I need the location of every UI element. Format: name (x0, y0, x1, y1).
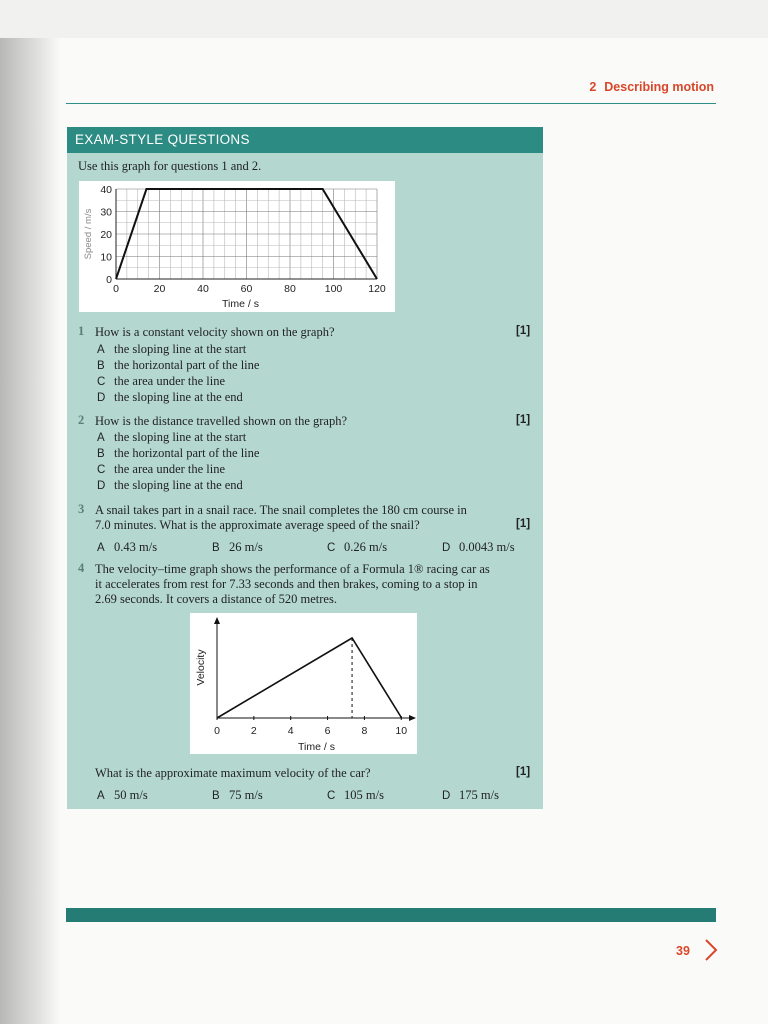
question-2-option-c[interactable] (97, 461, 225, 478)
option-letter: A (97, 542, 105, 554)
x-tick-label: 10 (395, 725, 408, 737)
question-2-option-b[interactable] (97, 445, 259, 462)
question-1-text: How is a constant velocity shown on the graph? (95, 325, 335, 339)
x-tick-label: 100 (324, 283, 343, 295)
option-letter: C (97, 376, 106, 388)
question-4-followup: What is the approximate maximum velocity of the car? (95, 766, 371, 780)
x-axis-label: Time / s (222, 298, 259, 310)
question-3-text-line-1: A snail takes part in a snail race. The snail completes the 180 cm course in (95, 503, 467, 517)
question-2-number: 2 (78, 413, 85, 427)
question-3-number: 3 (78, 502, 85, 516)
speed-time-graph (79, 181, 395, 312)
x-tick-label: 2 (250, 725, 257, 737)
question-2-option-d[interactable] (97, 477, 243, 494)
x-tick-label: 0 (113, 283, 119, 295)
x-tick-label: 0 (214, 725, 220, 737)
x-tick-label: 8 (361, 725, 368, 737)
box-title: EXAM-STYLE QUESTIONS (67, 127, 543, 153)
option-text: 175 m/s (459, 788, 499, 802)
velocity-time-graph (190, 613, 417, 754)
option-text: 50 m/s (114, 788, 148, 802)
option-text: the sloping line at the end (114, 390, 243, 404)
y-axis-label: Velocity (195, 649, 207, 686)
question-4-number: 4 (78, 561, 85, 575)
chapter-header (589, 80, 714, 94)
option-letter: C (327, 542, 336, 554)
option-text: the horizontal part of the line (114, 446, 260, 460)
question-4-option-c[interactable] (327, 787, 384, 804)
question-1-number: 1 (78, 324, 85, 338)
option-letter: C (327, 790, 336, 802)
y-axis-label: Speed / m/s (83, 208, 94, 260)
question-3-option-a[interactable] (97, 539, 157, 556)
question-4-text-line-2: it accelerates from rest for 7.33 seconds and then brakes, coming to a stop in (95, 577, 478, 591)
option-text: 75 m/s (229, 788, 263, 802)
question-4-option-b[interactable] (212, 787, 263, 804)
option-letter: D (97, 480, 106, 492)
question-1-option-a[interactable] (97, 341, 246, 358)
option-text: the area under the line (114, 462, 226, 476)
option-text: 0.26 m/s (344, 540, 388, 554)
chapter-number: 2 (589, 80, 597, 94)
x-tick-label: 40 (197, 283, 209, 295)
x-tick-label: 6 (324, 725, 331, 737)
option-letter: D (442, 542, 451, 554)
question-1-option-b[interactable] (97, 357, 259, 374)
option-text: 105 m/s (344, 788, 384, 802)
next-page-chevron-icon[interactable] (703, 938, 719, 962)
question-4-option-a[interactable] (97, 787, 148, 804)
option-letter: B (212, 790, 220, 802)
x-axis-label: Time / s (298, 741, 335, 753)
page-top-margin (0, 0, 768, 38)
y-tick-label: 10 (100, 251, 112, 264)
question-4-text-line-1: The velocity–time graph shows the performance of a Formula 1® racing car as (95, 562, 490, 576)
x-tick-label: 120 (368, 283, 386, 295)
option-text: the sloping line at the end (114, 478, 243, 492)
option-text: 0.43 m/s (114, 540, 158, 554)
question-2-marks: [1] (516, 414, 531, 426)
option-text: the area under the line (114, 374, 226, 388)
option-letter: D (97, 392, 106, 404)
y-tick-label: 30 (100, 206, 112, 219)
y-tick-label: 40 (100, 184, 112, 196)
question-3-option-b[interactable] (212, 539, 263, 556)
question-4-text-line-3: 2.69 seconds. It covers a distance of 520 metres. (95, 592, 337, 606)
header-rule (66, 103, 716, 104)
question-3-marks: [1] (516, 518, 531, 530)
book-spine-shadow (0, 38, 60, 1024)
option-text: 26 m/s (229, 540, 263, 554)
question-1-option-d[interactable] (97, 389, 243, 406)
y-tick-label: 0 (106, 274, 112, 286)
x-tick-label: 80 (284, 283, 296, 295)
option-letter: B (97, 448, 105, 460)
y-axis-arrowhead (214, 617, 220, 624)
option-letter: A (97, 344, 105, 356)
option-text: the sloping line at the start (114, 430, 247, 444)
x-tick-label: 60 (240, 283, 253, 295)
option-letter: A (97, 432, 105, 444)
y-tick-label: 20 (100, 229, 112, 241)
velocity-time-graph-svg (190, 613, 417, 754)
speed-time-graph-svg (79, 181, 395, 312)
intro-text: Use this graph for questions 1 and 2. (78, 159, 262, 173)
question-2-text: How is the distance travelled shown on the graph? (95, 414, 348, 428)
option-text: the sloping line at the start (114, 342, 247, 356)
option-letter: A (97, 790, 105, 802)
option-letter: D (442, 790, 451, 802)
velocity-line (217, 638, 402, 718)
footer-bar (66, 908, 716, 922)
x-axis-arrowhead (409, 715, 416, 721)
option-text: 0.0043 m/s (459, 540, 515, 554)
x-tick-label: 4 (287, 725, 294, 737)
option-text: the horizontal part of the line (114, 358, 260, 372)
question-3-text-line-2: 7.0 minutes. What is the approximate average speed of the snail? (95, 518, 420, 532)
chapter-title: Describing motion (604, 80, 714, 94)
question-4-option-d[interactable] (442, 787, 499, 804)
question-2-option-a[interactable] (97, 429, 246, 446)
x-tick-label: 20 (153, 283, 166, 295)
question-1-marks: [1] (516, 325, 531, 337)
option-letter: B (212, 542, 220, 554)
option-letter: C (97, 464, 106, 476)
question-4-marks: [1] (516, 766, 531, 778)
option-letter: B (97, 360, 105, 372)
question-3-option-c[interactable] (327, 539, 387, 556)
question-3-option-d[interactable] (442, 539, 515, 556)
page-number: 39 (676, 944, 690, 958)
question-1-option-c[interactable] (97, 373, 225, 390)
